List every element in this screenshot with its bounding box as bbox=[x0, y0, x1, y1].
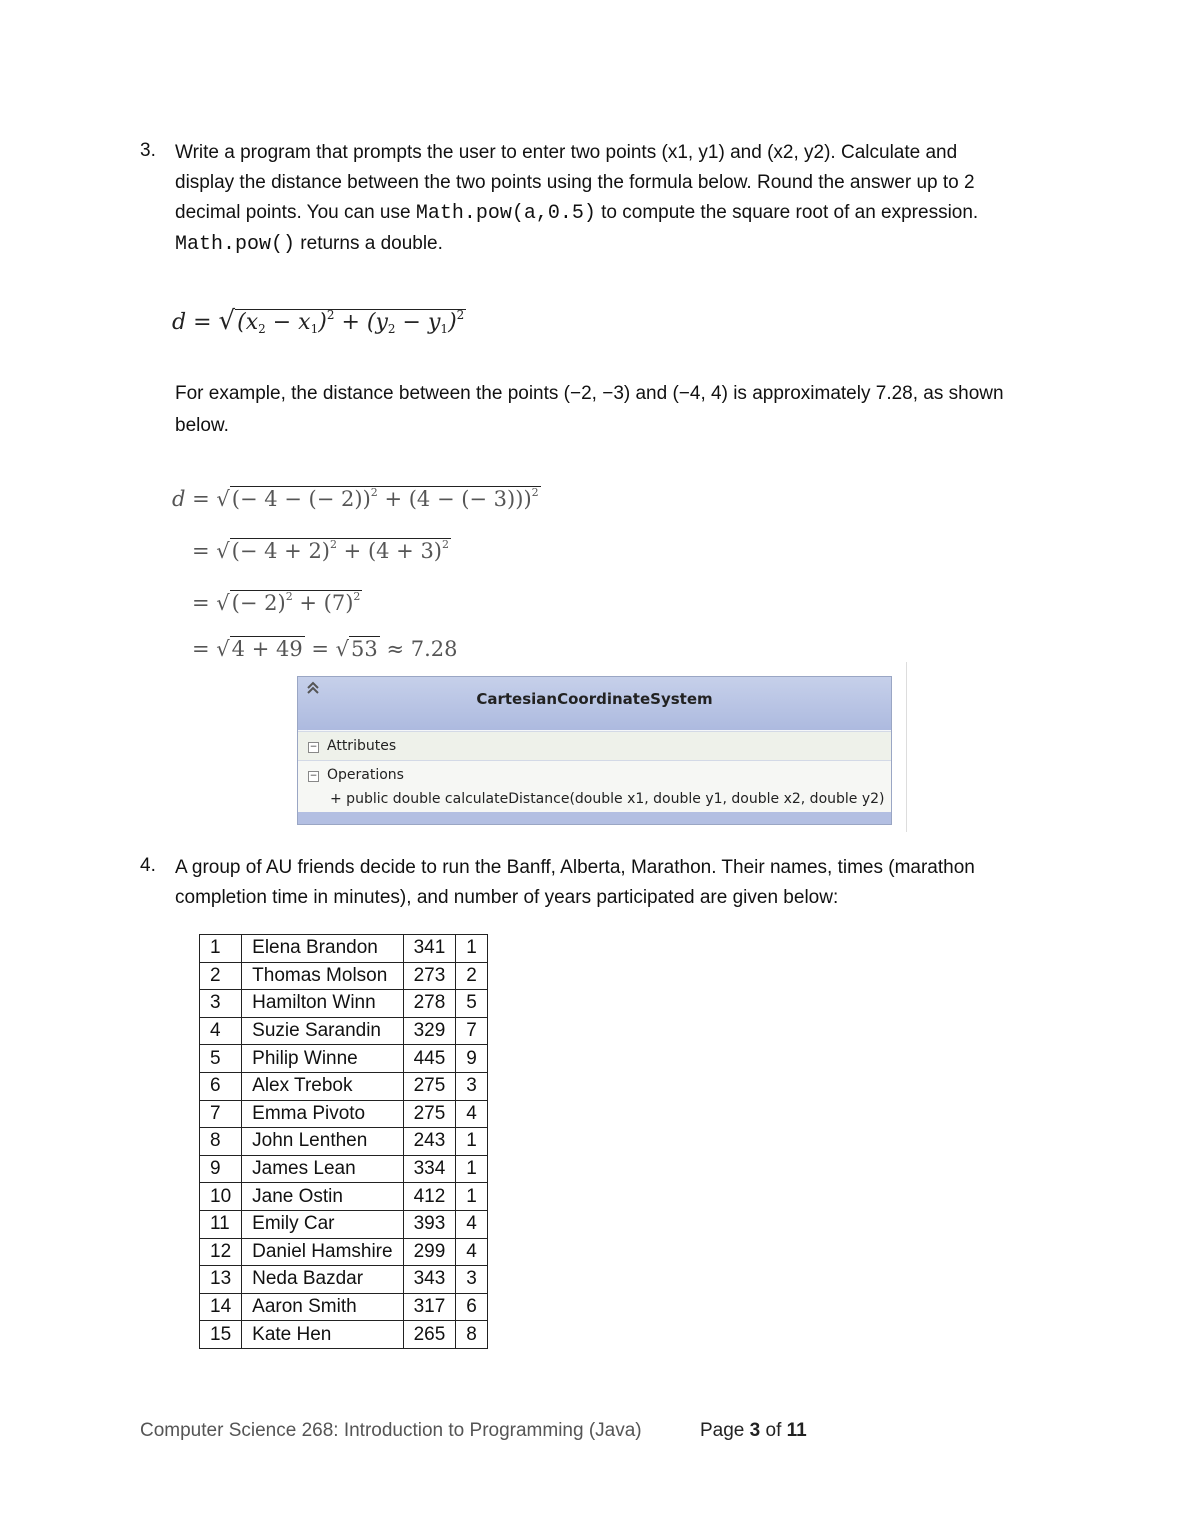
name-cell: Elena Brandon bbox=[242, 935, 403, 963]
row-number-cell: 3 bbox=[200, 990, 242, 1018]
table-row bbox=[200, 1210, 488, 1238]
time-cell: 343 bbox=[403, 1266, 456, 1294]
years-cell: 4 bbox=[456, 1100, 488, 1128]
years-cell: 4 bbox=[456, 1210, 488, 1238]
uml-operation: + public double calculateDistance(double x1, double y1, double x2, double y2) bbox=[330, 791, 885, 807]
years-cell: 7 bbox=[456, 1017, 488, 1045]
name-cell: Jane Ostin bbox=[242, 1183, 403, 1211]
collapse-minus-icon[interactable]: − bbox=[309, 771, 318, 781]
question-3-text bbox=[175, 138, 1045, 260]
question-4-number: 4. bbox=[140, 855, 156, 876]
row-number-cell: 15 bbox=[200, 1321, 242, 1349]
calc-line-2: = √(− $4 + 2)^2 + (4 + 3)^2$ bbox=[192, 538, 449, 563]
question-3-number: 3. bbox=[140, 140, 156, 161]
table-row bbox=[200, 1321, 488, 1349]
time-cell: 329 bbox=[403, 1017, 456, 1045]
row-number-cell: 14 bbox=[200, 1293, 242, 1321]
years-cell: 3 bbox=[456, 1266, 488, 1294]
uml-operations-section[interactable] bbox=[298, 760, 891, 814]
time-cell: 412 bbox=[403, 1183, 456, 1211]
uml-class-title: CartesianCoordinateSystem bbox=[476, 690, 713, 708]
uml-header bbox=[298, 677, 891, 730]
years-cell: 3 bbox=[456, 1072, 488, 1100]
attributes-label: Attributes bbox=[327, 738, 397, 754]
name-cell: Aaron Smith bbox=[242, 1293, 403, 1321]
years-cell: 1 bbox=[456, 1128, 488, 1156]
table-row bbox=[200, 962, 488, 990]
table-row bbox=[200, 1155, 488, 1183]
q3-line3: decimal points. You can use Math.pow(a,0.5) to compute the square root of an expression. bbox=[175, 202, 979, 225]
time-cell: 341 bbox=[403, 935, 456, 963]
q3-line1: Write a program that prompts the user to enter two points (x1, y1) and (x2, y2). Calculate and bbox=[175, 142, 958, 163]
name-cell: Emily Car bbox=[242, 1210, 403, 1238]
years-cell: 1 bbox=[456, 935, 488, 963]
row-number-cell: 6 bbox=[200, 1072, 242, 1100]
calc-line-1: d = √(− 4 − (− 2))$^2$ + (4 − (− 3)))$^2$ bbox=[172, 486, 539, 511]
name-cell: James Lean bbox=[242, 1155, 403, 1183]
row-number-cell: 12 bbox=[200, 1238, 242, 1266]
time-cell: 275 bbox=[403, 1100, 456, 1128]
row-number-cell: 9 bbox=[200, 1155, 242, 1183]
time-cell: 273 bbox=[403, 962, 456, 990]
time-cell: 265 bbox=[403, 1321, 456, 1349]
time-cell: 317 bbox=[403, 1293, 456, 1321]
row-number-cell: 5 bbox=[200, 1045, 242, 1073]
table-row bbox=[200, 1045, 488, 1073]
time-cell: 393 bbox=[403, 1210, 456, 1238]
distance-formula: $d = √(x_2 - x_1)^2 + (y_2 - y_1)^2$ bbox=[172, 306, 465, 336]
question-4-text: A group of AU friends decide to run the Banff, Alberta, Marathon. Their names, times (marathon completion time in minutes), and number of years participated are given below: bbox=[175, 857, 975, 908]
years-cell: 9 bbox=[456, 1045, 488, 1073]
uml-class-box bbox=[297, 676, 892, 825]
calc-line-4: = √4 + 49 = √53 ≈ 7.28 bbox=[192, 637, 458, 661]
table-row bbox=[200, 1293, 488, 1321]
code-math-pow-a: Math.pow(a,0.5) bbox=[415, 202, 596, 225]
time-cell: 299 bbox=[403, 1238, 456, 1266]
name-cell: Hamilton Winn bbox=[242, 990, 403, 1018]
operations-label: Operations bbox=[327, 767, 404, 783]
row-number-cell: 11 bbox=[200, 1210, 242, 1238]
table-row bbox=[200, 1017, 488, 1045]
marathon-table bbox=[199, 934, 488, 1349]
time-cell: 334 bbox=[403, 1155, 456, 1183]
row-number-cell: 13 bbox=[200, 1266, 242, 1294]
name-cell: Thomas Molson bbox=[242, 962, 403, 990]
calc-line-3: = √(− $2)^2 + (7)^2$ bbox=[192, 590, 361, 615]
name-cell: Neda Bazdar bbox=[242, 1266, 403, 1294]
years-cell: 5 bbox=[456, 990, 488, 1018]
uml-frame-edge bbox=[906, 662, 907, 832]
name-cell: Kate Hen bbox=[242, 1321, 403, 1349]
table-row bbox=[200, 1072, 488, 1100]
table-row bbox=[200, 1266, 488, 1294]
collapse-minus-icon[interactable]: − bbox=[309, 742, 318, 752]
q3-line2: display the distance between the two points using the formula below. Round the answer up to 2 bbox=[175, 172, 975, 193]
row-number-cell: 10 bbox=[200, 1183, 242, 1211]
years-cell: 8 bbox=[456, 1321, 488, 1349]
worked-example bbox=[172, 470, 541, 672]
name-cell: Daniel Hamshire bbox=[242, 1238, 403, 1266]
name-cell: Alex Trebok bbox=[242, 1072, 403, 1100]
example-text: For example, the distance between the points (−2, −3) and (−4, 4) is approximately 7.28, as shown below. bbox=[175, 383, 1004, 436]
row-number-cell: 1 bbox=[200, 935, 242, 963]
years-cell: 2 bbox=[456, 962, 488, 990]
time-cell: 445 bbox=[403, 1045, 456, 1073]
row-number-cell: 4 bbox=[200, 1017, 242, 1045]
row-number-cell: 2 bbox=[200, 962, 242, 990]
uml-footer-bar bbox=[298, 812, 891, 824]
table-row bbox=[200, 990, 488, 1018]
time-cell: 278 bbox=[403, 990, 456, 1018]
table-row bbox=[200, 1238, 488, 1266]
years-cell: 1 bbox=[456, 1155, 488, 1183]
years-cell: 1 bbox=[456, 1183, 488, 1211]
table-row bbox=[200, 1100, 488, 1128]
years-cell: 4 bbox=[456, 1238, 488, 1266]
table-row bbox=[200, 935, 488, 963]
time-cell: 243 bbox=[403, 1128, 456, 1156]
table-row bbox=[200, 1128, 488, 1156]
years-cell: 6 bbox=[456, 1293, 488, 1321]
uml-attributes-section[interactable] bbox=[298, 731, 891, 760]
q3-line4: Math.pow() returns a double. bbox=[175, 233, 443, 256]
row-number-cell: 7 bbox=[200, 1100, 242, 1128]
code-math-pow: Math.pow() bbox=[175, 233, 296, 256]
name-cell: John Lenthen bbox=[242, 1128, 403, 1156]
name-cell: Emma Pivoto bbox=[242, 1100, 403, 1128]
name-cell: Philip Winne bbox=[242, 1045, 403, 1073]
footer-course: Computer Science 268: Introduction to Programming (Java) bbox=[140, 1420, 642, 1441]
page-indicator: Page 3 of 11 bbox=[700, 1420, 807, 1441]
name-cell: Suzie Sarandin bbox=[242, 1017, 403, 1045]
table-row bbox=[200, 1183, 488, 1211]
row-number-cell: 8 bbox=[200, 1128, 242, 1156]
time-cell: 275 bbox=[403, 1072, 456, 1100]
